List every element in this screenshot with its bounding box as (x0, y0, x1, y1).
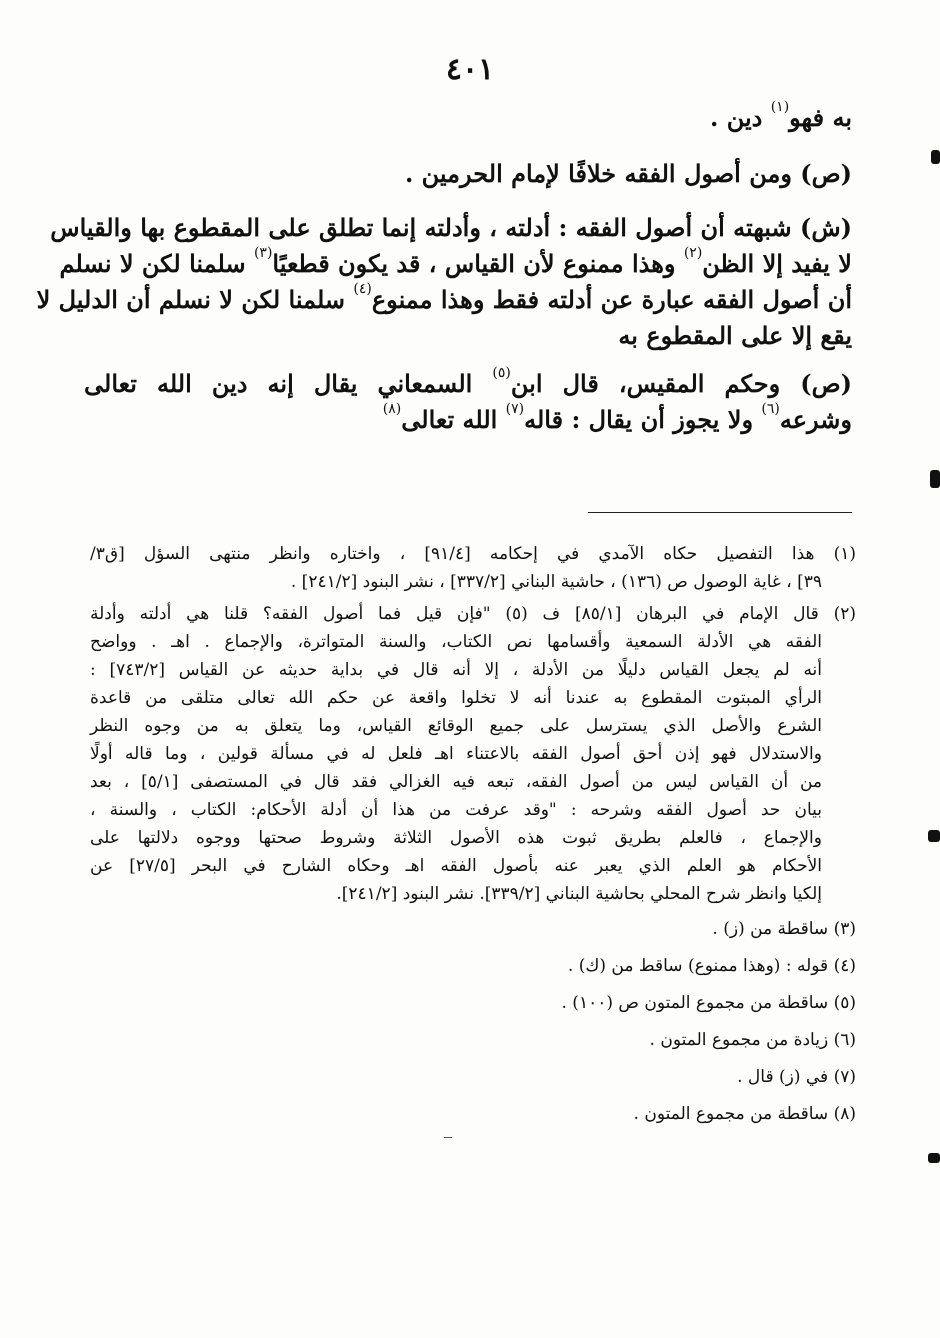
footnote-2-cont: والاستدلال فهو إذن أحق أصول الفقه بالاعتناء اهـ فلعل له في مسألة قولين ، وما قاله أولًا (90, 744, 822, 764)
footnote-2-cont: أنه لم يجعل القياس دليلًا من الأدلة ، إلا أنه قال في بداية حديثه عن القياس [٧٤٣/٢] : (90, 660, 823, 680)
footnote-5: (٥) ساقطة من مجموع المتون ص (١٠٠) . (561, 993, 856, 1013)
footnote-1-cont: ٣٩] ، غاية الوصول ص (١٣٦) ، حاشية البناني [٣٣٧/٢] ، نشر البنود [٢٤١/٢] . (290, 572, 822, 592)
text-line: يقع إلا على المقطوع به (618, 321, 852, 350)
footnote-1: (١) هذا التفصيل حكاه الآمدي في إحكامه [٩١/٤] ، واختاره وانظر منتهى السؤل [ق٣/ (90, 544, 856, 564)
footnote-3: (٣) ساقطة من (ز) . (712, 919, 856, 939)
page-number: ٤٠١ (445, 52, 495, 87)
footnote-7: (٧) في (ز) قال . (737, 1067, 856, 1087)
footnote-2-cont: الرأي المبتوت المقطوع به عندنا أنه لا تخلوا واقعة عن حكم الله تعالى متلقى من قاعدة (90, 688, 822, 708)
text-line: لا يفيد إلا الظن$^{(٢)}$ وهذا ممنوع لأن القياس ، قد يكون قطعيًا$^{(٣)}$ سلمنا لكن لا نسلم (59, 245, 852, 278)
scan-mark (930, 470, 940, 488)
main-text (36, 99, 852, 438)
text-line: أن أصول الفقه عبارة عن أدلته فقط وهذا ممنوع$^{(٤)}$ سلمنا لكن لا نسلم أن الدليل لا (36, 281, 852, 314)
footnote-4: (٤) قوله : (وهذا ممنوع) ساقط من (ك) . (567, 956, 856, 976)
scan-mark (931, 150, 940, 164)
text-line: (ص) ومن أصول الفقه خلافًا لإمام الحرمين . (404, 159, 852, 188)
footnote-2-cont: الشرع والأصل الذي يسترسل على جميع الوقائع القياس، وما يتعلق به من وجوه النظر (90, 716, 823, 736)
footnote-2-cont: من أن القياس ليس من أصول الفقه، تبعه فيه الغزالي فقد قال في المستصفى [٥/١] ، بعد (90, 772, 822, 792)
footnote-2-cont: الفقه هي الأدلة السمعية وأقسامها نص الكتاب، والسنة المتواترة، والإجماع . اهـ . وواضح (90, 632, 822, 652)
footnote-2: (٢) قال الإمام في البرهان [٨٥/١] ف (٥) "فإن قيل فما أصول الفقه؟ قلنا هي أدلته وأدلة (90, 604, 857, 624)
footnote-2-cont: الأحكام هو العلم الذي يعبر عنه بأصول الفقه اهـ وحكاه الشارح في البحر [٢٧/٥] عن (90, 856, 822, 876)
scan-speck (444, 1137, 452, 1138)
text-line: به فهو$^{(١)}$ دين . (709, 99, 852, 132)
footnote-separator (588, 512, 852, 513)
scan-mark (928, 830, 940, 842)
footnote-2-cont: إلكيا وانظر شرح المحلي بحاشية البناني [٣٣٩/٢]. نشر البنود [٢٤١/٢]. (336, 884, 822, 904)
scan-mark (928, 1153, 940, 1163)
text-line: (ص) وحكم المقيس، قال ابن$^{(٥)}$ السمعاني يقال إنه دين الله تعالى (84, 365, 852, 398)
footnotes (90, 540, 856, 1136)
footnote-2-cont: والإجماع ، فالعلم بطريق ثبوت هذه الأصول الثلاثة وشروط صحتها ووجوه دلالتها على (90, 828, 822, 848)
text-line: وشرعه$^{(٦)}$ ولا يجوز أن يقال : قاله$^{(٧)}$ الله تعالى$^{(٨)}$ (382, 401, 852, 434)
footnote-2-cont: بيان حد أصول الفقه وشرحه : "وقد عرفت من هذا أن أدلة الأحكام: الكتاب ، والسنة ، (90, 800, 822, 820)
footnote-8: (٨) ساقطة من مجموع المتون . (633, 1104, 856, 1124)
footnote-6: (٦) زيادة من مجموع المتون . (649, 1030, 856, 1050)
text-line: (ش) شبهته أن أصول الفقه : أدلته ، وأدلته إنما تطلق على المقطوع بها والقياس (50, 213, 852, 242)
